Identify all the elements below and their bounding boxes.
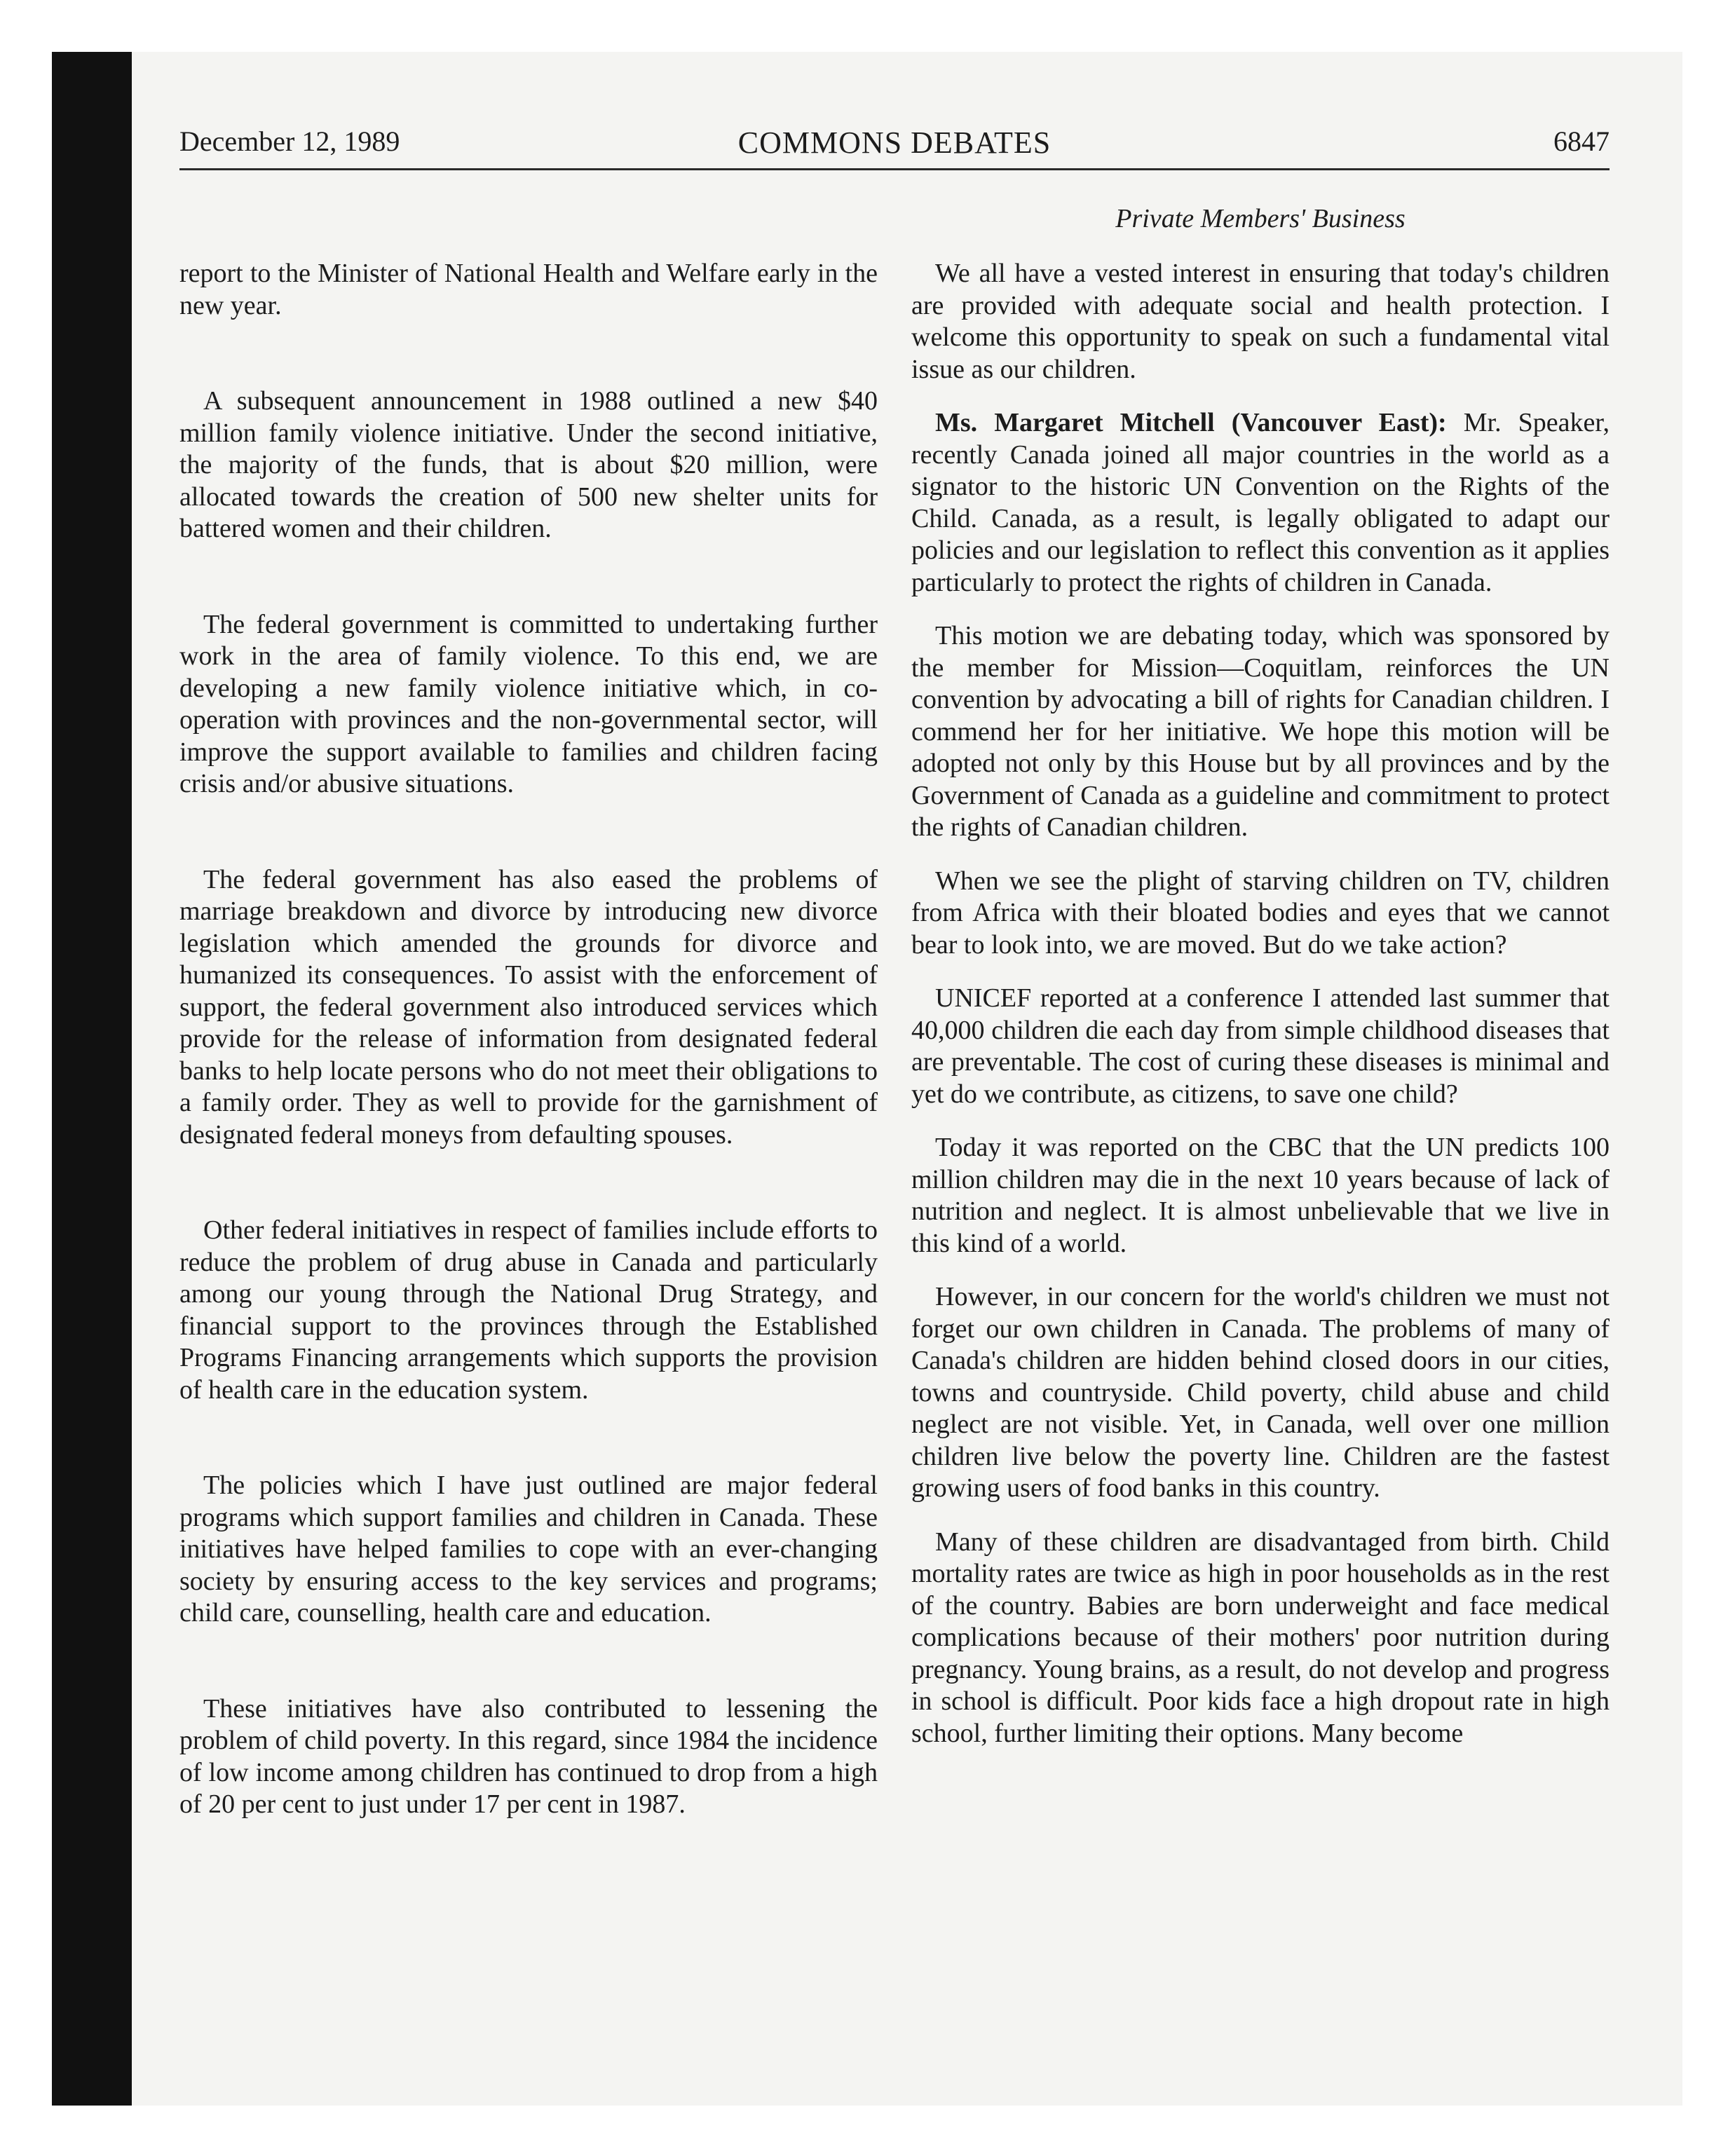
right-column: [911, 258, 1610, 1749]
paragraph: The federal government has also eased the problems of marriage breakdown and divorce by introducing new divorce legislation which amended the grounds for divorce and humanized its consequences. To assist with the enforcement of support, the federal government also introduced services which provide for the release of information from designated federal banks to help locate persons who do not meet their obligations to a family order. They as well to provide for the garnishment of designated federal moneys from defaulting spouses.: [179, 864, 878, 1149]
header-page-number: 6847: [1553, 125, 1610, 157]
paragraph: However, in our concern for the world's children we must not forget our own children in Canada. The problems of many of Canada's children are hidden behind closed doors in our cities, towns and countryside. Child poverty, child abuse and child neglect are not visible. Yet, in Canada, well over one million children live below the poverty line. Children are the fastest growing users of food banks in this country.: [911, 1282, 1610, 1503]
paragraph: Other federal initiatives in respect of families include efforts to reduce the problem of drug abuse in Canada and particularly among our young through the National Drug Strategy, and financial support to the provinces through the Established Programs Financing arrangements which supports the provision of health care in the education system.: [179, 1215, 878, 1405]
header-date: December 12, 1989: [179, 125, 400, 157]
paragraph: UNICEF reported at a conference I attended last summer that 40,000 children die each day from simple childhood diseases that are preventable. The cost of curing these diseases is minimal and yet do we contribute, as citizens, to save one child?: [911, 983, 1610, 1109]
paragraph: This motion we are debating today, which was sponsored by the member for Mission—Coquitlam, reinforces the UN convention by advocating a bill of rights for Canadian children. I commend her for her initiative. We hope this motion will be adopted not only by this House but by all provinces and by the Government of Canada as a guideline and commitment to protect the rights of Canadian children.: [911, 621, 1610, 842]
paragraph: A subsequent announcement in 1988 outlined a new $40 million family violence initiative. Under the second initiative, the majority of the funds, that is about $20 million, were allocated towards the creation of 500 new shelter units for battered women and their children.: [179, 386, 878, 543]
speech-text: Mr. Speaker, recently Canada joined all major countries in the world as a signator to the historic UN Convention on the Rights of the Child. Canada, as a result, is legally obligated to adapt our policies and our legislation to reflect this convention as it applies particularly to protect the rights of children in Canada.: [911, 408, 1610, 597]
paragraph: Many of these children are disadvantaged from birth. Child mortality rates are twice as high in poor households as in the rest of the country. Babies are born underweight and face medical complications because of their mothers' poor nutrition during pregnancy. Young brains, as a result, do not develop and progress in school is difficult. Poor kids face a high dropout rate in high school, further limiting their options. Many become: [911, 1527, 1610, 1748]
paragraph: Today it was reported on the CBC that the UN predicts 100 million children may die in the next 10 years because of lack of nutrition and neglect. It is almost unbelievable that we live in this kind of a world.: [911, 1133, 1610, 1258]
paragraph: The policies which I have just outlined are major federal programs which support families and children in Canada. These initiatives have helped families to cope with an ever-changing society by ensuring access to the key services and programs; child care, counselling, health care and education.: [179, 1471, 878, 1628]
running-header: [179, 125, 1610, 167]
left-column: [179, 258, 878, 1821]
header-rule: [179, 168, 1610, 170]
paragraph: The federal government is committed to undertaking further work in the area of family violence. To this end, we are developing a new family violence initiative which, in co-operation with provinces and the non-governmental sector, will improve the support available to families and children facing crisis and/or abusive situations.: [179, 609, 878, 798]
paragraph: We all have a vested interest in ensuring that today's children are provided with adequate social and health protection. I welcome this opportunity to speak on such a fundamental vital issue as our children.: [911, 259, 1610, 384]
paragraph: report to the Minister of National Health and Welfare early in the new year.: [179, 259, 878, 320]
speaker-name: Ms. Margaret Mitchell (Vancouver East):: [935, 408, 1447, 437]
header-publication-title: COMMONS DEBATES: [737, 125, 1052, 160]
binding-edge-shadow: [52, 52, 132, 2106]
section-label: Private Members' Business: [1115, 204, 1406, 233]
speech-paragraph: [911, 407, 1610, 599]
paragraph: These initiatives have also contributed to lessening the problem of child poverty. In this regard, since 1984 the incidence of low income among children has continued to drop from a high of 20 per cent to just under 17 per cent in 1987.: [179, 1693, 878, 1819]
paragraph: When we see the plight of starving children on TV, children from Africa with their bloated bodies and eyes that we cannot bear to look into, we are moved. But do we take action?: [911, 866, 1610, 960]
